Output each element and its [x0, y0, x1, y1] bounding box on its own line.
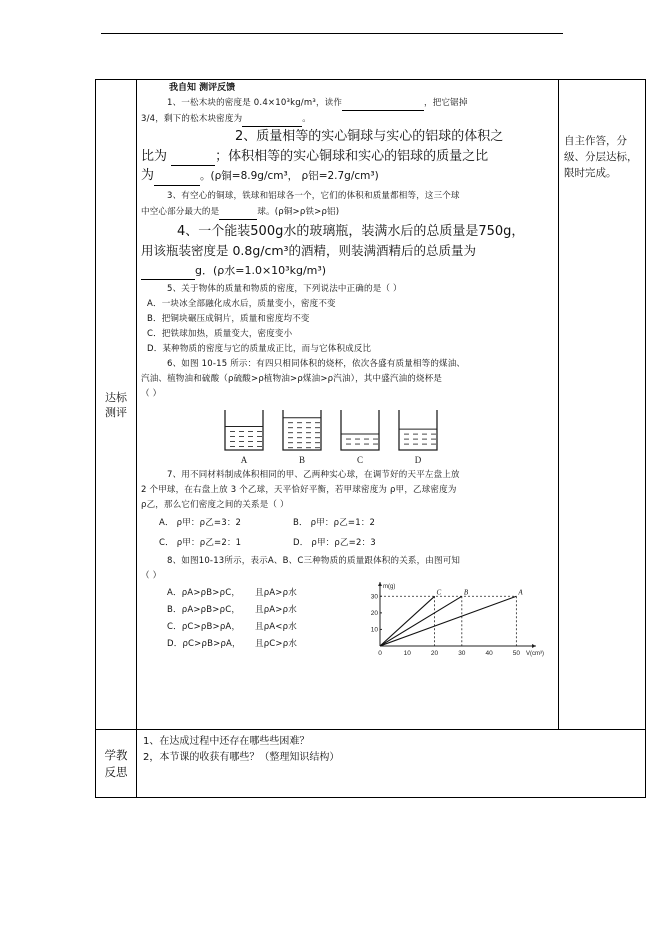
x-tick-label: 50 [512, 650, 520, 657]
q6-line2: 汽油、植物油和硫酸（ρ硫酸>ρ植物油>ρ煤油>ρ汽油），其中盛汽油的烧杯是 [141, 374, 443, 384]
side-cell-main [96, 80, 137, 730]
q7-options-row1 [141, 516, 550, 531]
q4-line1: 4、一个能装500g水的玻璃瓶，装满水后的总质量是750g， [177, 224, 525, 239]
q5-option-b: B．把铜块碾压成铜片，质量和密度均不变 [147, 314, 310, 324]
reflection-q2: 2，本节课的收获有哪些？（整理知识结构） [143, 752, 340, 763]
beaker-figure [141, 408, 550, 466]
q4-line2: 用该瓶装密度是 0.8g/cm³的酒精，则装满酒精后的总质量为 [141, 243, 477, 258]
y-arrow-icon [378, 582, 382, 586]
q7-option-c: C． ρ甲：ρ乙=2：1 [159, 538, 242, 548]
side-label-1: 达标 [105, 390, 127, 404]
q6-line3: （ ） [141, 389, 162, 399]
y-tick-label: 20 [370, 609, 378, 617]
series-label-c: C [436, 588, 442, 597]
reflection-q1: 1、在达成过程中还存在哪些些困难？ [143, 736, 310, 747]
series-line-c [380, 596, 435, 646]
q8-line2: （ ） [141, 571, 162, 581]
y-tick-label: 10 [370, 626, 378, 634]
blank[interactable] [154, 166, 200, 186]
q7-options-row2 [141, 536, 550, 551]
q7-line3: ρ乙，那么它们密度之间的关系是（ ） [141, 500, 289, 510]
beaker-b [283, 410, 321, 465]
side-label-3: 学教 [104, 747, 128, 762]
q3-line1: 3、有空心的铜球，铁球和铝球各一个，它们的体积和质量都相等，这三个球 [167, 191, 460, 201]
x-axis-label: V(cm³) [526, 651, 544, 657]
x-tick-label: 30 [458, 650, 466, 657]
q7-line2: 2 个甲球，在右盘上放 3 个乙球，天平恰好平衡，若甲球密度为 ρ甲，乙球密度为 [141, 485, 457, 495]
x-arrow-icon [532, 644, 536, 648]
q6-line1: 6、如图 10-15 所示：有四只相同体积的烧杯，依次各盛有质量相等的煤油、 [167, 359, 466, 369]
beaker-c [341, 410, 379, 465]
q5-option-a: A．一块冰全部融化成水后，质量变小，密度不变 [147, 299, 336, 309]
content-cell [137, 80, 559, 730]
blank[interactable] [141, 260, 195, 280]
q5-option-c: C．把铁球加热，质量变大，密度变小 [147, 329, 293, 339]
beaker-label: B [298, 455, 306, 465]
blank[interactable] [171, 146, 215, 166]
beaker-d [399, 410, 437, 465]
note-text: 自主作答，分级、分层达标，限时完成。 [564, 135, 638, 179]
y-tick-label: 30 [370, 593, 378, 601]
q2-line3: 为 。(ρ铜=8.9g/cm³， ρ铝=2.7g/cm³) [141, 166, 550, 186]
q2-line1: 2、质量相等的实心铜球与实心的铝球的体积之 [235, 129, 504, 144]
y-axis-label: m(g) [383, 584, 396, 590]
q7-option-d: D． ρ甲：ρ乙=2：3 [293, 538, 376, 548]
x-tick-label: 20 [430, 650, 439, 657]
q8-option-c: C．ρC>ρB>ρA， 且ρA<ρ水 [167, 622, 297, 632]
series-line-a [380, 596, 516, 646]
q1-line1: 1、一松木块的密度是 0.4×10³kg/m³，读作 ，把它锯掉 [141, 95, 550, 111]
series-label-a: A [518, 588, 523, 597]
section-title: 我自知 测评反馈 [169, 83, 236, 93]
q7-option-a: A． ρ甲：ρ乙=3：2 [159, 518, 242, 528]
beaker-outline [283, 410, 321, 450]
q8-option-b: B．ρA>ρB>ρC， 且ρA>ρ水 [167, 605, 297, 615]
q1-line2: 3/4，剩下的松木块密度为 。 [141, 111, 550, 127]
q3-line2: 中空心部分最大的是 球。(ρ铜>ρ铁>ρ铝) [141, 204, 550, 220]
blank[interactable] [242, 111, 302, 127]
q2-line2: 比为 ；体积相等的实心铜球和实心的铝球的质量之比 [141, 146, 550, 166]
series-label-b: B [463, 588, 469, 597]
beaker-label: C [356, 455, 364, 465]
x-tick-label: 10 [403, 650, 411, 657]
beaker-outline [225, 410, 263, 450]
q8-line1: 8、如图10-13所示，表示A、B、C三种物质的质量跟体积的关系，由图可知 [167, 556, 461, 566]
q5-stem: 5、关于物体的质量和物质的密度，下列说法中正确的是（ ） [167, 284, 402, 294]
x-tick-label: 0 [378, 650, 382, 657]
beaker-label: D [414, 455, 422, 465]
beakers-svg [221, 408, 471, 470]
q8-option-d: D．ρC>ρB>ρA， 且ρC>ρ水 [167, 639, 298, 649]
side-label-2: 测评 [105, 405, 127, 419]
header-rule [101, 33, 563, 34]
blank[interactable] [219, 204, 257, 220]
q4-line3: g．(ρ水=1.0×10³kg/m³) [141, 260, 550, 280]
q8-options [141, 584, 550, 657]
blank[interactable] [342, 95, 424, 111]
q7-line1: 7、用不同材料制成体积相同的甲、乙两种实心球，在调节好的天平左盘上放 [167, 470, 460, 480]
q7-option-b: B． ρ甲：ρ乙=1：2 [293, 518, 376, 528]
beaker-label: A [240, 455, 248, 465]
q8-option-a: A．ρA>ρB>ρC， 且ρA>ρ水 [167, 588, 297, 598]
side-cell-foot [96, 730, 137, 798]
q5-option-d: D．某种物质的密度与它的质量成正比，而与它体积成反比 [147, 344, 372, 354]
side-label-4: 反思 [104, 764, 128, 779]
note-cell [559, 80, 646, 730]
reflection-cell [137, 730, 646, 798]
worksheet-table [95, 79, 646, 798]
mass-volume-chart [366, 580, 544, 658]
beaker-a [225, 410, 263, 465]
x-tick-label: 40 [485, 650, 493, 657]
